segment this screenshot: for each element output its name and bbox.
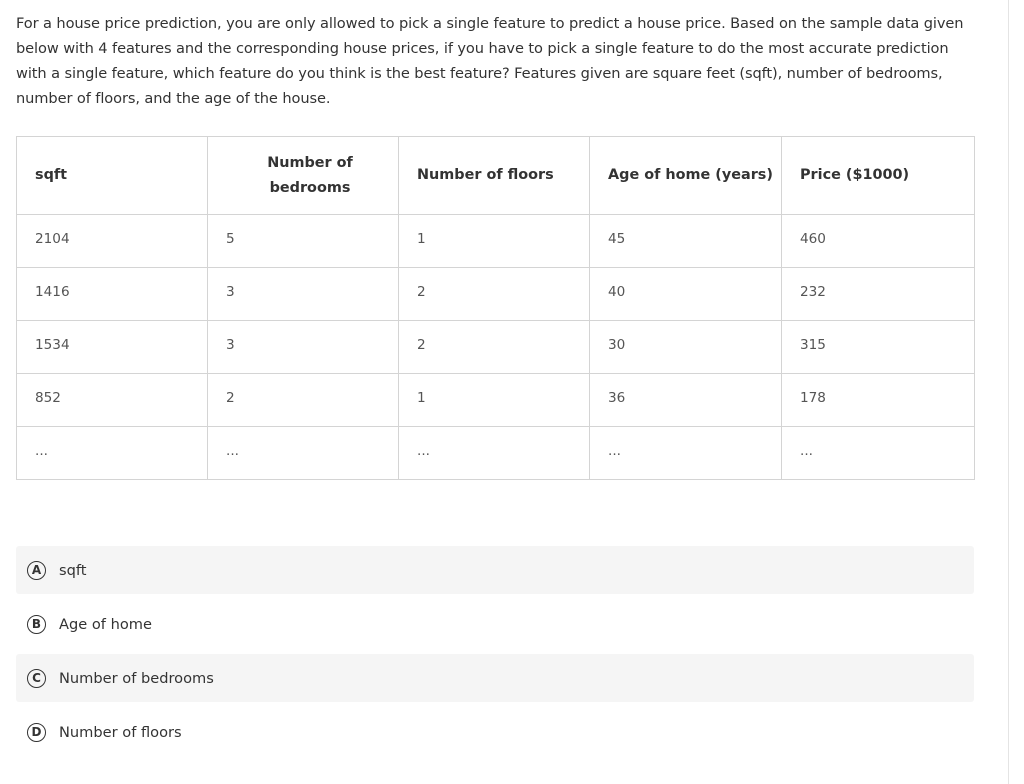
option-label: sqft [59,561,87,579]
option-a[interactable] [16,546,974,594]
option-label: Number of bedrooms [59,669,214,687]
table-cell: 852 [17,374,208,427]
scrollbar[interactable] [1008,0,1024,784]
option-d[interactable] [16,708,974,756]
table-header-row [17,137,975,215]
table-row [17,427,975,480]
option-label: Number of floors [59,723,182,741]
table-cell: 2 [208,374,399,427]
table-cell: 2 [399,321,590,374]
column-header: Price ($1000) [782,137,975,215]
data-table [16,136,975,480]
table-row [17,268,975,321]
table-cell: ... [17,427,208,480]
table-cell: 2 [399,268,590,321]
table-row [17,374,975,427]
table-cell: 1534 [17,321,208,374]
column-header: Number of bedrooms [208,137,399,215]
table-cell: 178 [782,374,975,427]
table-cell: 460 [782,215,975,268]
table-cell: 1 [399,374,590,427]
option-c[interactable] [16,654,974,702]
table-row [17,215,975,268]
table-cell: ... [782,427,975,480]
option-label: Age of home [59,615,152,633]
table-cell: 45 [590,215,782,268]
option-letter-badge: C [27,669,46,688]
table-cell: 36 [590,374,782,427]
option-letter-badge: B [27,615,46,634]
table-cell: 5 [208,215,399,268]
table-cell: ... [208,427,399,480]
option-letter-badge: A [27,561,46,580]
table-cell: 2104 [17,215,208,268]
column-header: Number of floors [399,137,590,215]
column-header: Age of home (years) [590,137,782,215]
table-cell: ... [590,427,782,480]
answer-options [16,546,974,762]
question-text: For a house price prediction, you are only allowed to pick a single feature to predict a house price. Based on the sample data given below with 4 features and the corresponding house prices, if you have to pick a single feature to do the most accurate prediction with a single feature, which feature do you think is the best feature? Features given are square feet (sqft), number of bedrooms, number of floors, and the age of the house. [16,15,964,107]
table-cell: 30 [590,321,782,374]
option-letter-badge: D [27,723,46,742]
table-cell: 3 [208,321,399,374]
table-cell: ... [399,427,590,480]
option-b[interactable] [16,600,974,648]
column-header: sqft [17,137,208,215]
table-cell: 232 [782,268,975,321]
table-cell: 1416 [17,268,208,321]
table-cell: 1 [399,215,590,268]
table-cell: 3 [208,268,399,321]
table-row [17,321,975,374]
table-cell: 315 [782,321,975,374]
table-cell: 40 [590,268,782,321]
